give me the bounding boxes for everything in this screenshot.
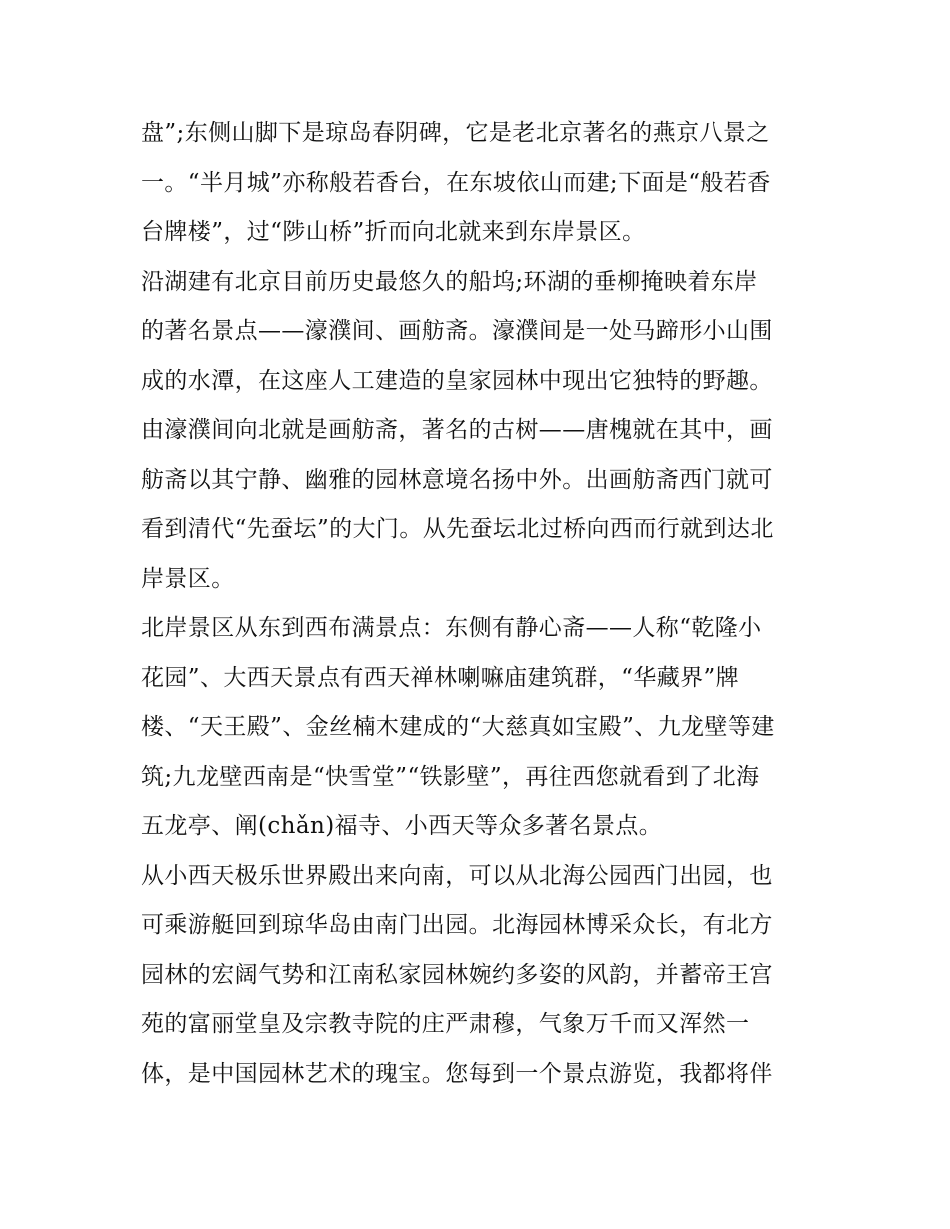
text-line: 成的水潭，在这座人工建造的皇家园林中现出它独特的野趣。	[141, 367, 773, 394]
text-line: 花园”、大西天景点有西天禅林喇嘛庙建筑群，“华藏界”牌	[141, 664, 740, 691]
text-line: 苑的富丽堂皇及宗教寺院的庄严肃穆，气象万千而又浑然一	[141, 1011, 750, 1037]
text-line: 沿湖建有北京目前历史最悠久的船坞;环湖的垂柳掩映着东岸	[141, 268, 758, 295]
body-text	[141, 109, 811, 1099]
text-line: 筑;九龙壁西南是“快雪堂”“铁影壁”，再往西您就看到了北海	[141, 763, 760, 790]
text-line: 由濠濮间向北就是画舫斋，著名的古树——唐槐就在其中，画	[141, 417, 773, 443]
text-line: 体，是中国园林艺术的瑰宝。您每到一个景点游览，我都将伴	[141, 1060, 773, 1087]
text-line: 一。“半月城”亦称般若香台，在东坡依山而建;下面是“般若香	[141, 169, 771, 196]
text-line: 看到清代“先蚕坛”的大门。从先蚕坛北过桥向西而行就到达北	[141, 516, 774, 542]
text-line: 园林的宏阔气势和江南私家园林婉约多姿的风韵，并蓄帝王宫	[141, 961, 773, 988]
text-line: 舫斋以其宁静、幽雅的园林意境名扬中外。出画舫斋西门就可	[141, 466, 773, 493]
text-line: 的著名景点——濠濮间、画舫斋。濠濮间是一处马蹄形小山围	[141, 318, 773, 344]
text-line: 台牌楼”，过“陟山桥”折而向北就来到东岸景区。	[141, 219, 646, 245]
text-line: 盘”;东侧山脚下是琼岛春阴碑，它是老北京著名的燕京八景之	[141, 120, 770, 146]
text-line: 楼、“天王殿”、金丝楠木建成的“大慈真如宝殿”、九龙壁等建	[141, 714, 775, 740]
text-line: 北岸景区从东到西布满景点：东侧有静心斋——人称“乾隆小	[141, 615, 762, 641]
text-line: 五龙亭、阐(chǎn)福寺、小西天等众多著名景点。	[141, 813, 663, 839]
text-line: 可乘游艇回到琼华岛由南门出园。北海园林博采众长，有北方	[141, 912, 773, 938]
text-line: 岸景区。	[141, 565, 235, 592]
text-line: 从小西天极乐世界殿出来向南，可以从北海公园西门出园，也	[141, 862, 773, 889]
